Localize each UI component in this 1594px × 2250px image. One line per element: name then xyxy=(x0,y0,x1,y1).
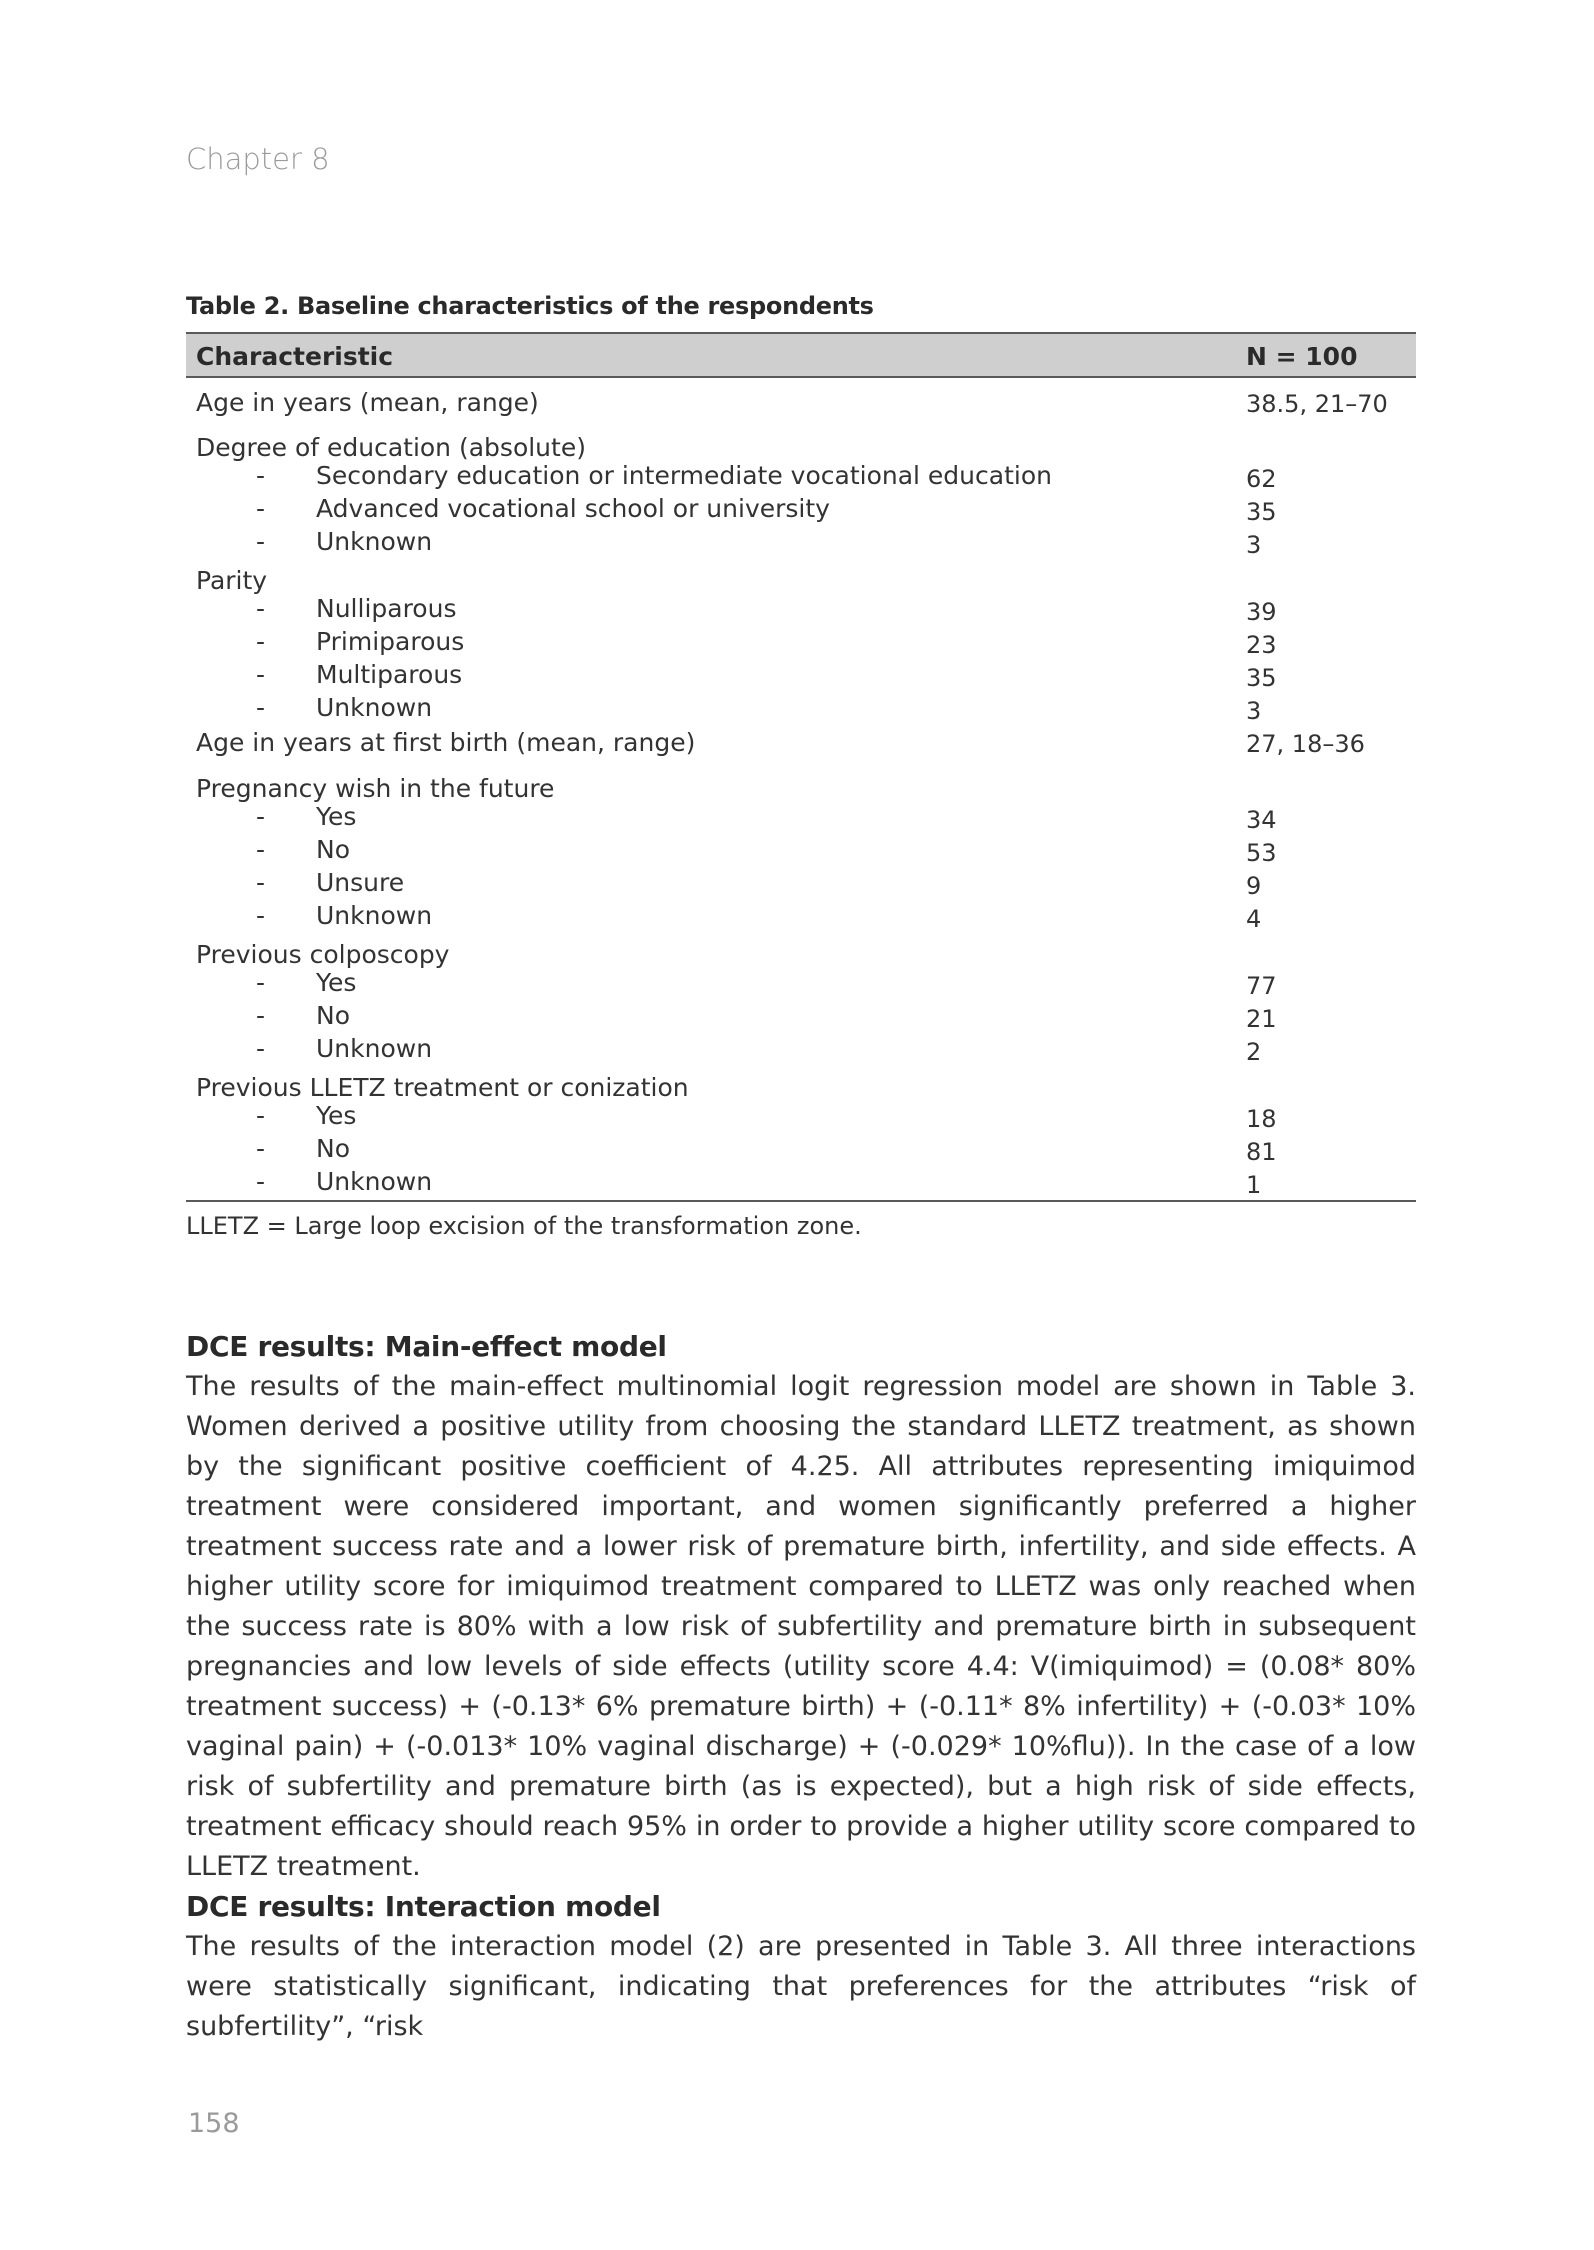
page-number: 158 xyxy=(188,2108,240,2139)
row-value: 77 xyxy=(1246,972,1277,1000)
row-value: 27, 18–36 xyxy=(1246,730,1365,758)
row-label: No xyxy=(316,835,350,864)
table-row xyxy=(186,800,1416,833)
dash-marker: - xyxy=(256,627,266,656)
group-label: Pregnancy wish in the future xyxy=(196,774,555,803)
row-label: Nulliparous xyxy=(316,594,457,623)
row-value: 81 xyxy=(1246,1138,1277,1166)
column-header-n: N = 100 xyxy=(1246,342,1358,371)
row-value: 23 xyxy=(1246,631,1277,659)
row-label: Unknown xyxy=(316,1034,433,1063)
table-row xyxy=(186,492,1416,525)
table-row xyxy=(186,999,1416,1032)
table-header-row xyxy=(186,332,1416,378)
dash-marker: - xyxy=(256,660,266,689)
row-label: No xyxy=(316,1134,350,1163)
row-label: No xyxy=(316,1001,350,1030)
table-row xyxy=(186,1099,1416,1132)
dash-marker: - xyxy=(256,693,266,722)
dash-marker: - xyxy=(256,527,266,556)
row-value: 53 xyxy=(1246,839,1277,867)
table-group-row xyxy=(186,932,1416,969)
dash-marker: - xyxy=(256,1001,266,1030)
section-body: The results of the main-effect multinomial logit regression model are shown in Table 3. Women derived a positive utility from choosing the standard LLETZ treatment, as shown by the significant positive coefficient of 4.25. All attributes representing imiquimod treatment were considered important, and women significantly preferred a higher treatment success rate and a lower risk of premature birth, infertility, and side effects. A higher utility score for imiquimod treatment compared to LLETZ was only reached when the success rate is 80% with a low risk of subfertility and premature birth in subsequent pregnancies and low levels of side effects (utility score 4.4: V(imiquimod) = (0.08* 80% treatment success) + (-0.13* 6% premature birth) + (-0.11* 8% infertility) + (-0.03* 10% vaginal pain) + (-0.013* 10% vaginal discharge) + (-0.029* 10%flu)). In the case of a low risk of subfertility and premature birth (as is expected), but a high risk of side effects, treatment efficacy should reach 95% in order to provide a higher utility score compared to LLETZ treatment. xyxy=(186,1371,1416,1882)
table-caption: Table 2. Baseline characteristics of the respondents xyxy=(186,292,874,320)
dash-marker: - xyxy=(256,494,266,523)
row-value: 3 xyxy=(1246,531,1262,559)
row-value: 62 xyxy=(1246,465,1277,493)
dash-marker: - xyxy=(256,901,266,930)
table-row xyxy=(186,966,1416,999)
row-label: Age in years at first birth (mean, range) xyxy=(196,728,696,757)
dash-marker: - xyxy=(256,594,266,623)
row-label: Advanced vocational school or university xyxy=(316,494,830,523)
row-label: Unknown xyxy=(316,527,433,556)
row-value: 1 xyxy=(1246,1171,1262,1199)
row-value: 9 xyxy=(1246,872,1262,900)
row-value: 4 xyxy=(1246,905,1262,933)
group-label: Parity xyxy=(196,566,268,595)
section-main-effect xyxy=(186,1330,1416,1887)
row-value: 35 xyxy=(1246,664,1277,692)
table-group-row xyxy=(186,425,1416,462)
table-row xyxy=(186,592,1416,625)
dash-marker: - xyxy=(256,1101,266,1130)
table-row xyxy=(186,1165,1416,1198)
table-row xyxy=(186,899,1416,932)
dash-marker: - xyxy=(256,461,266,490)
row-label: Yes xyxy=(316,1101,357,1130)
table-row xyxy=(186,724,1416,766)
table-row xyxy=(186,1032,1416,1065)
row-value: 39 xyxy=(1246,598,1277,626)
row-label: Yes xyxy=(316,802,357,831)
row-value: 18 xyxy=(1246,1105,1277,1133)
row-label: Unknown xyxy=(316,1167,433,1196)
section-heading: DCE results: Interaction model xyxy=(186,1890,661,1923)
row-value: 2 xyxy=(1246,1038,1262,1066)
group-label: Previous LLETZ treatment or conization xyxy=(196,1073,689,1102)
baseline-table xyxy=(186,292,1416,1240)
row-label: Unknown xyxy=(316,901,433,930)
dash-marker: - xyxy=(256,1034,266,1063)
section-heading: DCE results: Main-effect model xyxy=(186,1330,667,1363)
table-row xyxy=(186,833,1416,866)
row-value: 35 xyxy=(1246,498,1277,526)
row-label: Unsure xyxy=(316,868,405,897)
table-row xyxy=(186,625,1416,658)
table-group-row xyxy=(186,1065,1416,1102)
dash-marker: - xyxy=(256,802,266,831)
row-label: Unknown xyxy=(316,693,433,722)
table-body xyxy=(186,378,1416,1202)
dash-marker: - xyxy=(256,968,266,997)
row-label: Primiparous xyxy=(316,627,465,656)
table-footnote: LLETZ = Large loop excision of the transformation zone. xyxy=(186,1212,862,1240)
table-row xyxy=(186,691,1416,724)
row-label: Age in years (mean, range) xyxy=(196,388,539,417)
dash-marker: - xyxy=(256,1167,266,1196)
table-row xyxy=(186,1132,1416,1165)
chapter-header: Chapter 8 xyxy=(186,142,330,176)
table-group-row xyxy=(186,558,1416,595)
table-row xyxy=(186,658,1416,691)
dash-marker: - xyxy=(256,835,266,864)
group-label: Previous colposcopy xyxy=(196,940,450,969)
row-value: 38.5, 21–70 xyxy=(1246,390,1388,418)
group-label: Degree of education (absolute) xyxy=(196,433,586,462)
row-label: Multiparous xyxy=(316,660,463,689)
row-label: Yes xyxy=(316,968,357,997)
row-label: Secondary education or intermediate vocational education xyxy=(316,461,1052,490)
row-value: 3 xyxy=(1246,697,1262,725)
table-row xyxy=(186,384,1416,425)
table-row xyxy=(186,459,1416,492)
dash-marker: - xyxy=(256,1134,266,1163)
section-body: The results of the interaction model (2) are presented in Table 3. All three interactions were statistically significant, indicating that preferences for the attributes “risk of subfertility”, “risk xyxy=(186,1931,1416,2042)
row-value: 21 xyxy=(1246,1005,1277,1033)
dash-marker: - xyxy=(256,868,266,897)
table-group-row xyxy=(186,766,1416,803)
row-value: 34 xyxy=(1246,806,1277,834)
table-row xyxy=(186,525,1416,558)
section-interaction xyxy=(186,1890,1416,2047)
column-header-characteristic: Characteristic xyxy=(196,342,394,371)
table-row xyxy=(186,866,1416,899)
